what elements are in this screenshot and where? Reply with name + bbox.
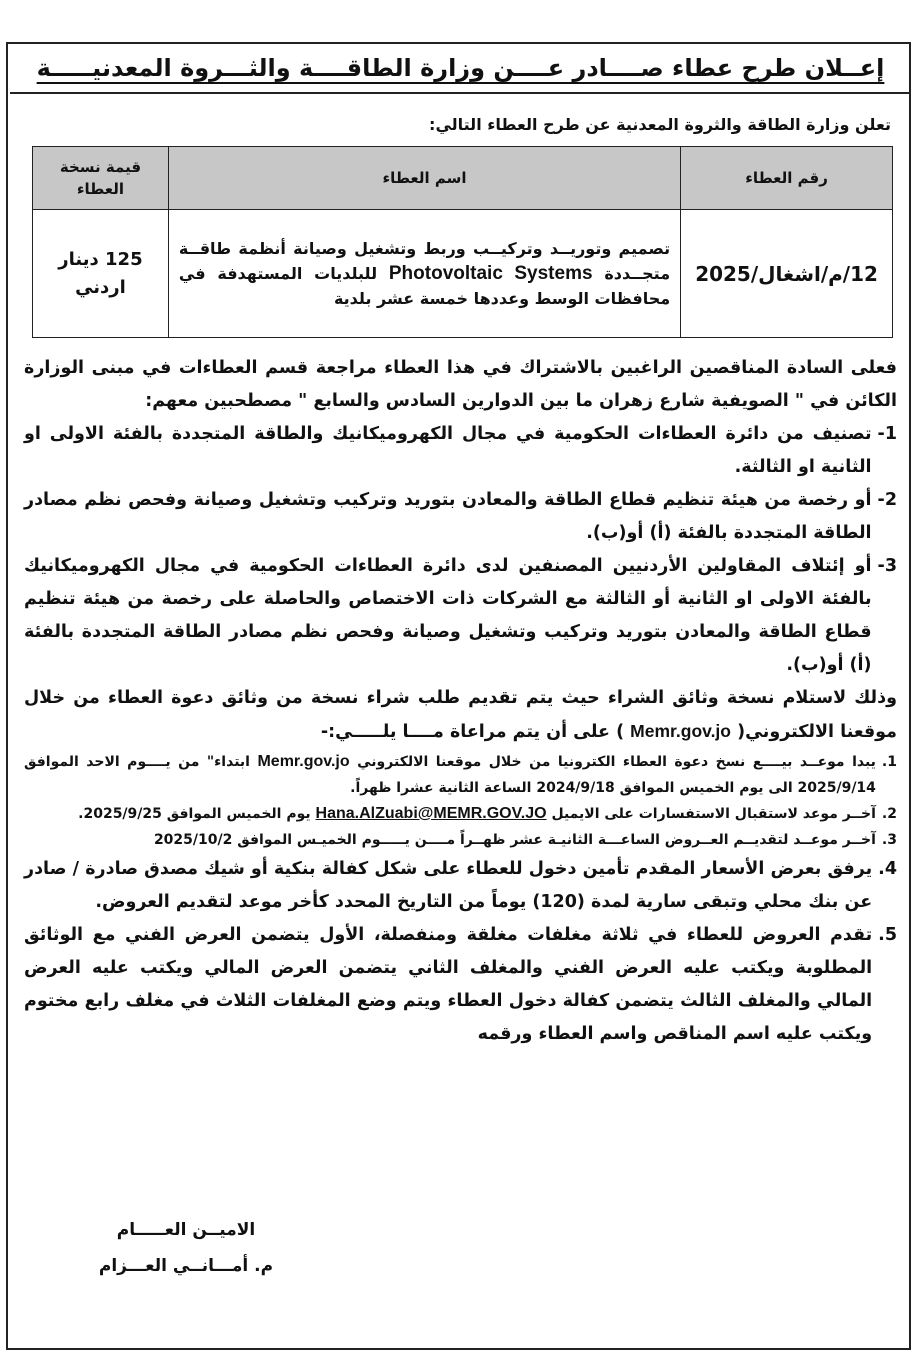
requirement-number: 2- bbox=[877, 490, 897, 510]
signature-block bbox=[81, 1212, 291, 1284]
tender-name-part1: تصميم وتوريــد وتركيــب وربط وتشغيل وصيانة أنظمة طاقــة متجــددة bbox=[178, 239, 671, 283]
condition-text-a: يبدا موعــد بيــــع نسخ دعوة العطاء الكترونيا من خلال موقعنا الالكتروني bbox=[357, 754, 876, 770]
website-text: Memr.gov.jo bbox=[630, 721, 731, 741]
tender-number: 12/م/اشغال/2025 bbox=[681, 210, 893, 338]
condition-item bbox=[24, 827, 897, 853]
requirement-text: أو رخصة من هيئة تنظيم قطاع الطاقة والمعادن بتوريد وتركيب وتشغيل وصيانة وفحص نظم مصادر الطاقة المتجددة بالفئة (أ) أو(ب). bbox=[24, 490, 872, 543]
condition-text: يرفق بعرض الأسعار المقدم تأمين دخول للعطاء على شكل كفالة بنكية أو شيك مصدق صادرة / صادر عن بنك محلي وتبقى سارية لمدة (120) يوماً من التاريخ المحدد كأخر موعد لتقديم العروض. bbox=[24, 859, 873, 912]
purchase-text-b: ) على أن يتم مراعاة مــــا يلـــــي:- bbox=[320, 722, 625, 742]
requirement-number: 1- bbox=[877, 424, 897, 444]
intro-text: تعلن وزارة الطاقة والثروة المعدنية عن طرح العطاء التالي: bbox=[429, 115, 891, 134]
requirement-number: 3- bbox=[877, 556, 897, 576]
purchase-text-a: وذلك لاستلام نسخة وثائق الشراء حيث يتم تقديم طلب شراء نسخة من وثائق دعوة العطاء من خلال موقعنا الالكتروني( bbox=[24, 688, 897, 742]
signatory-role: الاميــن العـــــام bbox=[116, 1220, 256, 1240]
condition-text bbox=[24, 749, 876, 801]
copy-price: 125 دينار اردني bbox=[33, 210, 169, 338]
requirement-item bbox=[24, 550, 897, 682]
paragraph-purchase bbox=[24, 682, 897, 749]
condition-text bbox=[24, 801, 876, 827]
condition-text-a: آخــر موعد لاستقبال الاستفسارات على الايميل bbox=[551, 806, 876, 822]
condition-number: 4. bbox=[878, 859, 897, 879]
requirement-item bbox=[24, 484, 897, 550]
tender-name bbox=[168, 210, 680, 338]
condition-number: 2. bbox=[881, 806, 897, 822]
condition-number: 1. bbox=[881, 754, 897, 770]
header-tender-name: اسم العطاء bbox=[168, 147, 680, 210]
condition-number: 5. bbox=[878, 925, 897, 945]
header-copy-price: قيمة نسخة العطاء bbox=[33, 147, 169, 210]
condition-item bbox=[24, 919, 897, 1051]
table-row bbox=[33, 210, 893, 338]
tender-name-latin: Photovoltaic Systems bbox=[388, 263, 593, 284]
email-address: Hana.AlZuabi@MEMR.GOV.JO bbox=[315, 805, 547, 822]
condition-number: 3. bbox=[881, 832, 897, 848]
condition-item bbox=[24, 801, 897, 827]
requirement-item bbox=[24, 418, 897, 484]
table-header-row bbox=[33, 147, 893, 210]
condition-item bbox=[24, 749, 897, 801]
condition-text-b: ابتداء" من يــــوم الاحد الموافق 2025/9/14 الى يوم الخميس الموافق 2024/9/18 الساعة الثانية عشرا ظهراً. bbox=[24, 754, 876, 796]
announcement-body bbox=[24, 352, 897, 1051]
condition-text: تقدم العروض للعطاء في ثلاثة مغلفات مغلقة ومنفصلة، الأول يتضمن العرض الفني مع الوثائق المطلوبة ويكتب عليه العرض الفني والمغلف الثاني يتضمن العرض المالي ويكتب عليه العرض المالي والمغلف الثالث يتضمن كفالة دخول العطاء ويتم وضع المغلفات الثلاث في مغلف رابع مختوم ويكتب عليه اسم المناقص واسم العطاء ورقمه bbox=[24, 925, 873, 1044]
requirement-text: أو إئتلاف المقاولين الأردنيين المصنفين لدى دائرة العطاءات الحكومية في مجال الكهروميكانيك بالفئة الاولى او الثانية أو الثالثة مع الشركات ذات الاختصاص والحاصلة على رخصة من هيئة تنظيم قطاع الطاقة والمعادن بتوريد وتركيب وتشغيل وصيانة وفحص نظم مصادر الطاقة المتجددة بالفئة (أ) أو(ب). bbox=[24, 556, 872, 675]
tender-table bbox=[32, 146, 893, 338]
condition-text: آخــر موعــد لتقديــم العــروض الساعـــة الثانيـة عشر ظهــراً مــــن يـــــوم الخميـس الموافق 2025/10/2 bbox=[153, 832, 876, 848]
requirement-text: تصنيف من دائرة العطاءات الحكومية في مجال الكهروميكانيك والطاقة المتجددة بالفئة الاولى او الثانية او الثالثة. bbox=[24, 424, 872, 477]
header-tender-number: رقم العطاء bbox=[681, 147, 893, 210]
website-text: Memr.gov.jo bbox=[257, 753, 350, 770]
condition-text-b: يوم الخميس الموافق 2025/9/25. bbox=[78, 806, 311, 822]
signatory-name: م. أمـــانــي العـــزام bbox=[98, 1256, 274, 1276]
tender-name-part2: للبلديات المستهدفة في محافظات الوسط وعددها خمسة عشر بلدية bbox=[178, 264, 671, 308]
paragraph-location: فعلى السادة المناقصين الراغبين بالاشتراك في هذا العطاء مراجعة قسم العطاءات في مبنى الوزارة الكائن في " الصويفية شارع زهران ما بين الدوارين السادس والسابع " مصطحبين معهم: bbox=[24, 358, 897, 411]
title-divider bbox=[10, 92, 911, 94]
page-title: إعــلان طرح عطاء صــــادر عــــن وزارة الطاقــــة والثـــروة المعدنيـــــة bbox=[36, 54, 885, 82]
condition-item bbox=[24, 853, 897, 919]
